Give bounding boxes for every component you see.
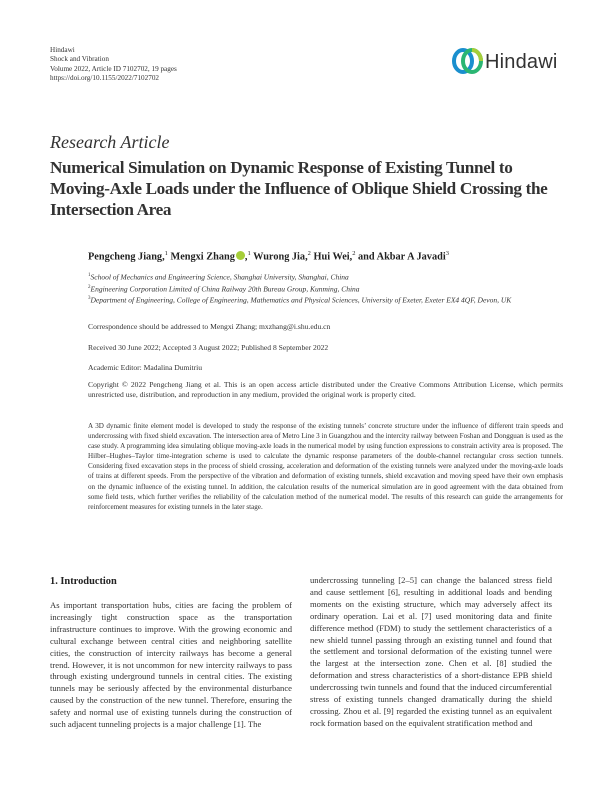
author-name: Wurong Jia, — [253, 251, 308, 263]
hindawi-logo-icon — [452, 46, 484, 76]
affiliation-number: 3 — [88, 296, 91, 301]
logo-text: Hindawi — [485, 51, 558, 73]
correspondence: Correspondence should be addressed to Mengxi Zhang; mxzhang@i.shu.edu.cn — [88, 322, 331, 331]
article-title: Numerical Simulation on Dynamic Response of Existing Tunnel to Moving-Axle Loads under the Influence of Oblique Shield Crossing the Intersection Area — [50, 158, 548, 219]
copyright-notice: Copyright © 2022 Pengcheng Jiang et al. This is an open access article distributed under the Creative Commons Attribution License, which permits unrestricted use, distribution, and reproduction in any medium, provided the original work is properly cited. — [88, 380, 563, 399]
orcid-icon[interactable] — [236, 251, 245, 260]
affiliation-1 — [88, 271, 563, 283]
volume-line: Volume 2022, Article ID 7102702, 19 pages — [50, 64, 177, 73]
abstract: A 3D dynamic finite element model is developed to study the response of the existing tunnels’ concrete structure under the influence of different train speeds and undercrossing with fixed shield excavation. The intersection area of Metro Line 3 in Guangzhou and the intercity railway between Foshan and Dongguan is used as the case study. A programming idea simulating oblique moving-axle loads in the numerical model by using function expressions to constrain activity area is proposed. The Hilber–Hughes–Taylor time-integration scheme is used to calculate the dynamic response parameters of the double-channel rectangular cross section tunnels. Considering fixed excavation steps in the process of shield crossing, acceleration and deformation of the existing tunnels were analyzed under the moving-axle loads of trains at different speeds. From the perspective of the vibration and deformation of existing tunnels, shield excavation and moving speed have their own emphasis on the dynamic influence of the existing tunnel. In addition, the calculation results of the numerical simulation are in good agreement with the data obtained from some field tests, which further verifies the reliability of the calculation method of the numerical model. The results of this research can guide the arrangements for reinforcement measures for existing tunnels in the later stage. — [88, 422, 563, 511]
affiliation-text: School of Mechanics and Engineering Science, Shanghai University, Shanghai, China — [90, 272, 349, 282]
author-affiliation-number: 1 — [247, 250, 251, 257]
author-name: Pengcheng Jiang, — [88, 251, 165, 263]
doi-link[interactable]: https://doi.org/10.1155/2022/7102702 — [50, 74, 160, 83]
affiliation-number: 1 — [88, 273, 91, 278]
author-name: and Akbar A Javadi — [358, 251, 446, 263]
author-affiliation-number: 1 — [164, 250, 168, 257]
section-heading: 1. Introduction — [50, 576, 117, 587]
author-name: Hui Wei, — [313, 251, 353, 263]
article-type: Research Article — [50, 132, 170, 152]
author-name: Mengxi Zhang — [170, 251, 235, 263]
journal-header — [50, 46, 177, 84]
affiliation-2 — [88, 283, 563, 295]
body-column-right: undercrossing tunneling [2–5] can change the balanced stress field and cause settlement [6], resulting in additional loads and bending moments on the existing structure, which may adversely affect its ordinary operation. Lai et al. [7] used monitoring data and finite difference method (FDM) to study the settlement characteristics of a new shield tunnel passing through an existing tunnel and found that the settlement and torsional deformation of the existing tunnel were the largest at the intersection zone. Chen et al. [8] studied the deformation and stress characteristics of a short-distance EPB shield undercrossing twin tunnels and found that the induced circumferential stress of existing tunnels changed dramatically during the shield crossing. Zhou et al. [9] regarded the existing tunnel as an equivalent rock formation based on the equivalent stratification method and — [310, 575, 552, 728]
academic-editor: Academic Editor: Madalina Dumitriu — [88, 363, 203, 372]
body-column-left: As important transportation hubs, cities are facing the problem of increasingly tight construction space as the transportation infrastructure continues to improve. With the growing economic and cultural exchange between central cities and neighboring satellite cities, the construction of intercity railways has become a general trend. However, it is not uncommon for new intercity railways to pass through existing underground tunnels in central cities. The existing tunnels may be seriously affected by the environmental disturbance caused by the construction of the new tunnel. Therefore, ensuring the safety and normal use of existing tunnels during the construction of such adjacent tunneling projects is a major challenge [1]. The — [50, 600, 292, 730]
affiliation-3 — [88, 294, 563, 306]
author-affiliation-number: 2 — [352, 250, 356, 257]
publisher-name: Hindawi — [50, 46, 75, 54]
dates: Received 30 June 2022; Accepted 3 August 2022; Published 8 September 2022 — [88, 343, 329, 352]
affiliation-text: Engineering Corporation Limited of China Railway 20th Bureau Group, Kunming, China — [90, 284, 360, 294]
author-affiliation-number: 3 — [445, 250, 449, 257]
affiliation-number: 2 — [88, 285, 91, 290]
affiliation-text: Department of Engineering, College of Engineering, Mathematics and Physical Sciences, University of Exeter, Exeter EX4 4QF, Devon, UK — [90, 295, 512, 305]
author-affiliation-number: 2 — [307, 250, 311, 257]
journal-name: Shock and Vibration — [50, 55, 109, 64]
author-list: Pengcheng Jiang,$^1$ Mengxi Zhang ,$^1$ Wurong Jia,$^2$ Hui Wei,$^2$ and Akbar A Javadi$^3$ — [88, 250, 449, 263]
hindawi-logo[interactable] — [452, 44, 562, 80]
